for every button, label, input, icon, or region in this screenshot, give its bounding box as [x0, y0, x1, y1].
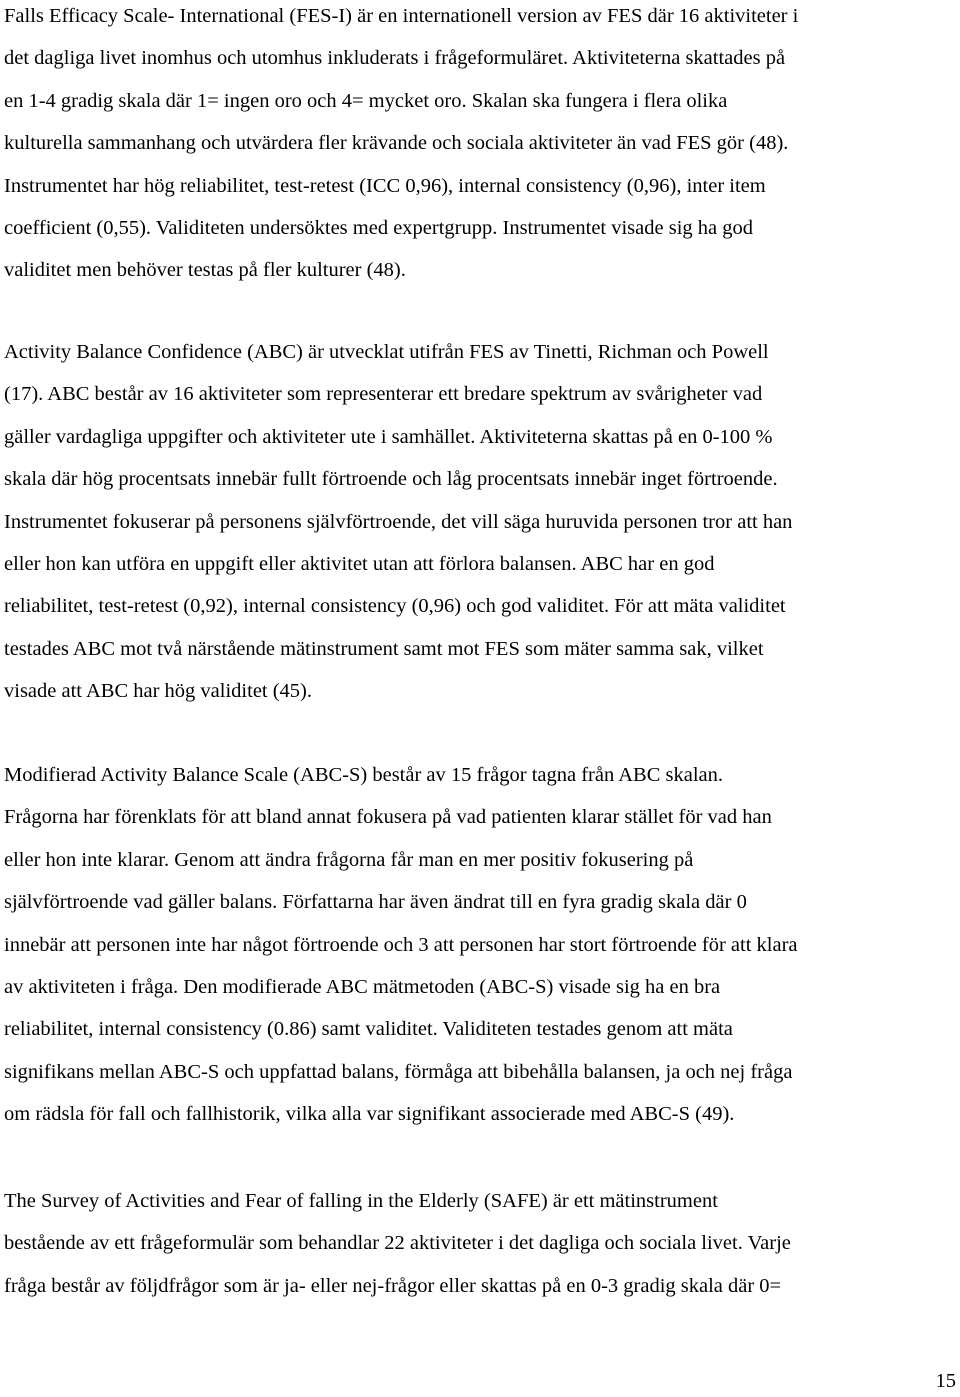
text-line: självförtroende vad gäller balans. Författarna har även ändrat till en fyra gradig skala där 0 — [4, 891, 747, 914]
text-line: av aktiviteten i fråga. Den modifierade ABC mätmetoden (ABC-S) visade sig ha en bra — [4, 975, 721, 998]
text-line: eller hon inte klarar. Genom att ändra frågorna får man en mer positiv fokusering på — [4, 848, 694, 871]
text-line: testades ABC mot två närstående mätinstrument samt mot FES som mäter samma sak, vilket — [4, 637, 764, 660]
text-line: Instrumentet fokuserar på personens självförtroende, det vill säga huruvida personen tror att han — [4, 510, 793, 533]
paragraph-fes-i — [4, 0, 798, 292]
text-line: Activity Balance Confidence (ABC) är utvecklat utifrån FES av Tinetti, Richman och Powell — [4, 341, 769, 363]
text-line: innebär att personen inte har något förtroende och 3 att personen har stort förtroende för att klara — [4, 933, 798, 956]
text-line: bestående av ett frågeformulär som behandlar 22 aktiviteter i det dagliga och sociala livet. Varje — [4, 1232, 791, 1255]
paragraph-abc — [4, 331, 792, 713]
text-line: fråga består av följdfrågor som är ja- eller nej-frågor eller skattas på en 0-3 gradig skala där 0= — [4, 1274, 782, 1297]
page-number: 15 — [935, 1370, 956, 1392]
text-line: validitet men behöver testas på fler kulturer (48). — [4, 259, 406, 282]
text-line: det dagliga livet inomhus och utomhus inkluderats i frågeformuläret. Aktiviteterna skattades på — [4, 47, 786, 70]
text-line: reliabilitet, test-retest (0,92), internal consistency (0,96) och god validitet. För att mäta validitet — [4, 595, 786, 618]
text-line: kulturella sammanhang och utvärdera fler krävande och sociala aktiviteter än vad FES gör (48). — [4, 132, 789, 155]
text-line: Modifierad Activity Balance Scale (ABC-S) består av 15 frågor tagna från ABC skalan. — [4, 764, 724, 786]
text-line: Instrumentet har hög reliabilitet, test-retest (ICC 0,96), internal consistency (0,96), inter item — [4, 174, 766, 197]
text-line: en 1-4 gradig skala där 1= ingen oro och 4= mycket oro. Skalan ska fungera i flera olika — [4, 89, 728, 112]
text-line: Falls Efficacy Scale- International (FES-I) är en internationell version av FES där 16 aktiviteter i — [4, 5, 799, 27]
paragraph-safe — [4, 1180, 791, 1307]
text-line: (17). ABC består av 16 aktiviteter som representerar ett bredare spektrum av svårigheter vad — [4, 383, 763, 406]
text-line: om rädsla för fall och fallhistorik, vilka alla var signifikant associerade med ABC-S (49). — [4, 1103, 735, 1126]
text-line: The Survey of Activities and Fear of falling in the Elderly (SAFE) är ett mätinstrument — [4, 1190, 718, 1212]
text-line: reliabilitet, internal consistency (0.86) samt validitet. Validiteten testades genom att mäta — [4, 1018, 733, 1041]
paragraph-abc-s — [4, 754, 798, 1136]
text-line: skala där hög procentsats innebär fullt förtroende och låg procentsats innebär inget förtroende. — [4, 468, 778, 491]
text-line: eller hon kan utföra en uppgift eller aktivitet utan att förlora balansen. ABC har en god — [4, 552, 715, 575]
text-line: Frågorna har förenklats för att bland annat fokusera på vad patienten klarar stället för vad han — [4, 806, 772, 829]
text-line: coefficient (0,55). Validiteten undersöktes med expertgrupp. Instrumentet visade sig ha god — [4, 216, 754, 239]
text-line: gäller vardagliga uppgifter och aktiviteter ute i samhället. Aktiviteterna skattas på en 0-100 % — [4, 425, 773, 448]
text-line: visade att ABC har hög validitet (45). — [4, 680, 313, 703]
text-line: signifikans mellan ABC-S och uppfattad balans, förmåga att bibehålla balansen, ja och nej fråga — [4, 1060, 793, 1083]
